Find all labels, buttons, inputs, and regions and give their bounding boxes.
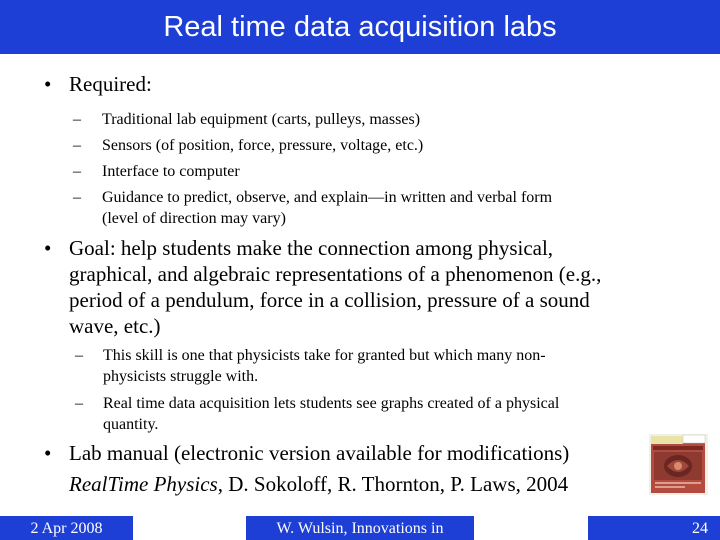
footer-page-number: 24 [588,516,720,540]
footer-presenter: W. Wulsin, Innovations in [246,516,474,540]
dash: – [73,137,81,154]
footer [0,516,720,540]
required-item-text: Guidance to predict, observe, and explain—in written and verbal form [102,189,553,206]
required-item-text: Sensors (of position, force, pressure, voltage, etc.) [102,137,424,154]
goal-subitem-text: quantity. [103,416,159,433]
book-title: RealTime Physics [69,472,218,496]
footer-date: 2 Apr 2008 [0,516,133,540]
goal-subitem-text: physicists struggle with. [103,368,259,385]
title-bar [0,0,720,54]
goal-line: graphical, and algebraic representations of a phenomenon (e.g., [69,262,602,286]
dash: – [73,111,81,128]
required-item-text: (level of direction may vary) [102,210,286,227]
book-cover-icon [649,434,708,495]
goal-subitem-text: This skill is one that physicists take for granted but which many non- [103,347,546,364]
goal-line: wave, etc.) [69,314,161,338]
dash: – [73,163,81,180]
goal-subitem-text: Real time data acquisition lets students see graphs created of a physical [103,395,560,412]
required-item-text: Interface to computer [102,163,240,180]
bullet-dot: • [44,236,52,260]
lab-manual-line: Lab manual (electronic version available for modifications) [69,441,570,465]
dash: – [73,189,81,206]
bullet-dot: • [44,441,52,465]
bullet-dot: • [44,72,52,96]
goal-line: period of a pendulum, force in a collision, pressure of a sound [69,288,590,312]
dash: – [75,347,83,364]
required-item-text: Traditional lab equipment (carts, pulleys, masses) [102,111,421,128]
required-label: Required: [69,72,152,96]
goal-line: Goal: help students make the connection among physical, [69,236,554,260]
citation-authors: , D. Sokoloff, R. Thornton, P. Laws, 2004 [217,472,569,496]
slide-title: Real time data acquisition labs [163,10,557,43]
lab-manual-citation-text [69,472,568,497]
dash: – [75,395,83,412]
